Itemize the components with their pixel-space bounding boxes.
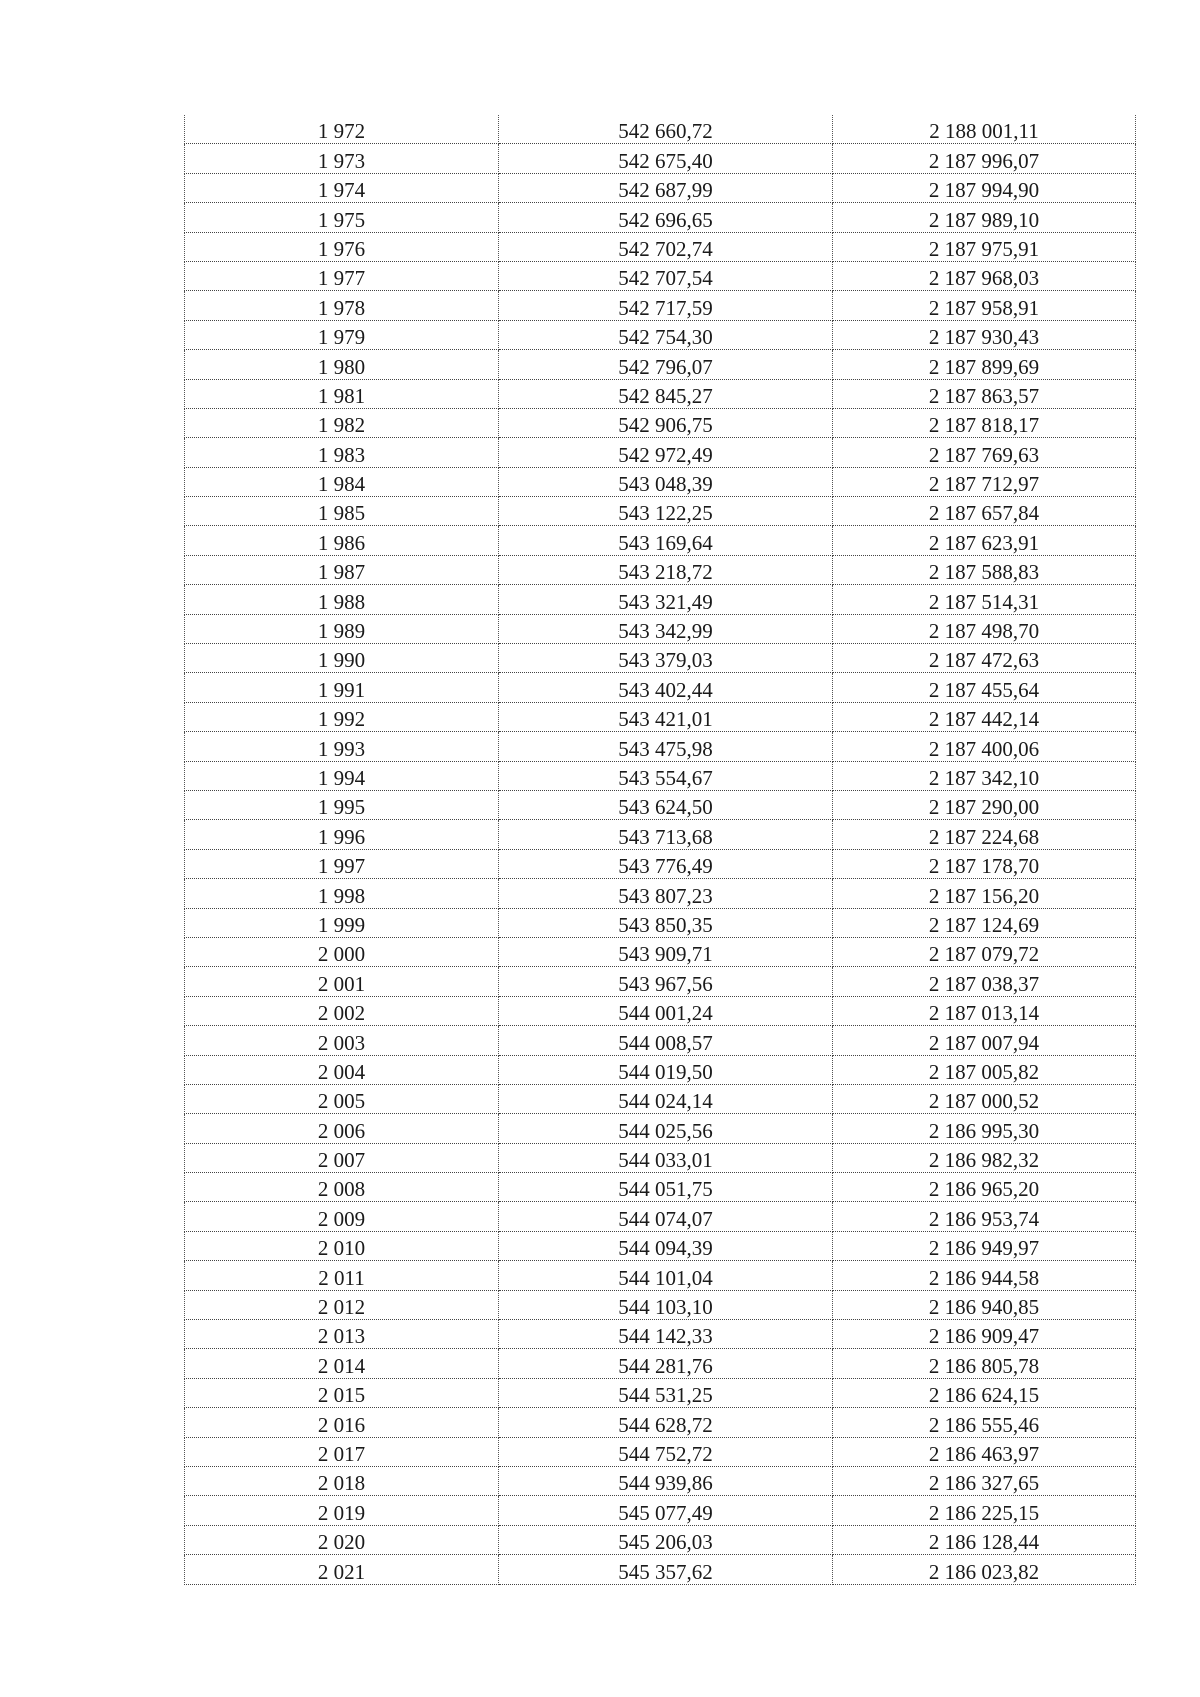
point-number-cell: 2 011	[185, 1261, 499, 1290]
x-coordinate-cell: 545 357,62	[499, 1555, 833, 1584]
point-number-cell: 2 019	[185, 1496, 499, 1525]
point-number-cell: 1 972	[185, 115, 499, 144]
y-coordinate-cell: 2 187 005,82	[833, 1055, 1136, 1084]
y-coordinate-cell: 2 187 989,10	[833, 203, 1136, 232]
y-coordinate-cell: 2 187 623,91	[833, 526, 1136, 555]
point-number-cell: 1 994	[185, 761, 499, 790]
point-number-cell: 1 975	[185, 203, 499, 232]
table-row	[185, 937, 1136, 966]
point-number-cell: 1 992	[185, 702, 499, 731]
table-row	[185, 790, 1136, 819]
y-coordinate-cell: 2 186 023,82	[833, 1555, 1136, 1584]
y-coordinate-cell: 2 187 178,70	[833, 849, 1136, 878]
y-coordinate-cell: 2 186 982,32	[833, 1143, 1136, 1172]
y-coordinate-cell: 2 187 996,07	[833, 144, 1136, 173]
x-coordinate-cell: 542 702,74	[499, 232, 833, 261]
table-row	[185, 526, 1136, 555]
table-row	[185, 1173, 1136, 1202]
x-coordinate-cell: 543 379,03	[499, 644, 833, 673]
table-row	[185, 967, 1136, 996]
point-number-cell: 1 982	[185, 408, 499, 437]
point-number-cell: 2 020	[185, 1525, 499, 1554]
y-coordinate-cell: 2 187 124,69	[833, 908, 1136, 937]
x-coordinate-cell: 544 008,57	[499, 1026, 833, 1055]
point-number-cell: 1 977	[185, 261, 499, 290]
table-row	[185, 1143, 1136, 1172]
y-coordinate-cell: 2 187 498,70	[833, 614, 1136, 643]
table-row	[185, 1261, 1136, 1290]
point-number-cell: 1 984	[185, 467, 499, 496]
x-coordinate-cell: 543 402,44	[499, 673, 833, 702]
x-coordinate-cell: 545 206,03	[499, 1525, 833, 1554]
point-number-cell: 1 989	[185, 614, 499, 643]
point-number-cell: 1 974	[185, 173, 499, 202]
table-row	[185, 1026, 1136, 1055]
point-number-cell: 1 980	[185, 350, 499, 379]
table-row	[185, 879, 1136, 908]
table-row	[185, 732, 1136, 761]
y-coordinate-cell: 2 187 994,90	[833, 173, 1136, 202]
point-number-cell: 1 988	[185, 585, 499, 614]
x-coordinate-cell: 543 807,23	[499, 879, 833, 908]
point-number-cell: 1 987	[185, 555, 499, 584]
x-coordinate-cell: 543 554,67	[499, 761, 833, 790]
x-coordinate-cell: 542 696,65	[499, 203, 833, 232]
table-row	[185, 1055, 1136, 1084]
point-number-cell: 2 018	[185, 1466, 499, 1495]
y-coordinate-cell: 2 187 400,06	[833, 732, 1136, 761]
x-coordinate-cell: 544 033,01	[499, 1143, 833, 1172]
y-coordinate-cell: 2 186 940,85	[833, 1290, 1136, 1319]
point-number-cell: 2 002	[185, 996, 499, 1025]
x-coordinate-cell: 543 967,56	[499, 967, 833, 996]
x-coordinate-cell: 543 713,68	[499, 820, 833, 849]
table-row	[185, 291, 1136, 320]
table-row	[185, 1349, 1136, 1378]
y-coordinate-cell: 2 187 657,84	[833, 497, 1136, 526]
point-number-cell: 1 990	[185, 644, 499, 673]
y-coordinate-cell: 2 187 224,68	[833, 820, 1136, 849]
point-number-cell: 1 979	[185, 320, 499, 349]
point-number-cell: 1 985	[185, 497, 499, 526]
x-coordinate-cell: 544 074,07	[499, 1202, 833, 1231]
table-row	[185, 232, 1136, 261]
y-coordinate-cell: 2 187 472,63	[833, 644, 1136, 673]
x-coordinate-cell: 542 754,30	[499, 320, 833, 349]
y-coordinate-cell: 2 186 555,46	[833, 1408, 1136, 1437]
y-coordinate-cell: 2 187 818,17	[833, 408, 1136, 437]
y-coordinate-cell: 2 188 001,11	[833, 115, 1136, 144]
x-coordinate-cell: 544 001,24	[499, 996, 833, 1025]
table-row	[185, 467, 1136, 496]
point-number-cell: 1 991	[185, 673, 499, 702]
x-coordinate-cell: 543 321,49	[499, 585, 833, 614]
point-number-cell: 2 017	[185, 1437, 499, 1466]
x-coordinate-cell: 543 342,99	[499, 614, 833, 643]
point-number-cell: 2 016	[185, 1408, 499, 1437]
y-coordinate-cell: 2 187 769,63	[833, 438, 1136, 467]
x-coordinate-cell: 544 051,75	[499, 1173, 833, 1202]
point-number-cell: 2 006	[185, 1114, 499, 1143]
table-row	[185, 438, 1136, 467]
table-row	[185, 1408, 1136, 1437]
x-coordinate-cell: 544 142,33	[499, 1320, 833, 1349]
y-coordinate-cell: 2 187 712,97	[833, 467, 1136, 496]
coordinates-table-body	[185, 115, 1136, 1584]
point-number-cell: 1 998	[185, 879, 499, 908]
x-coordinate-cell: 542 687,99	[499, 173, 833, 202]
point-number-cell: 2 005	[185, 1084, 499, 1113]
y-coordinate-cell: 2 187 514,31	[833, 585, 1136, 614]
table-row	[185, 261, 1136, 290]
y-coordinate-cell: 2 187 958,91	[833, 291, 1136, 320]
x-coordinate-cell: 544 939,86	[499, 1466, 833, 1495]
y-coordinate-cell: 2 186 944,58	[833, 1261, 1136, 1290]
x-coordinate-cell: 543 909,71	[499, 937, 833, 966]
x-coordinate-cell: 543 048,39	[499, 467, 833, 496]
y-coordinate-cell: 2 186 949,97	[833, 1231, 1136, 1260]
point-number-cell: 1 986	[185, 526, 499, 555]
point-number-cell: 2 000	[185, 937, 499, 966]
point-number-cell: 2 010	[185, 1231, 499, 1260]
table-row	[185, 1320, 1136, 1349]
point-number-cell: 1 976	[185, 232, 499, 261]
table-row	[185, 908, 1136, 937]
point-number-cell: 1 995	[185, 790, 499, 819]
y-coordinate-cell: 2 187 899,69	[833, 350, 1136, 379]
x-coordinate-cell: 542 845,27	[499, 379, 833, 408]
point-number-cell: 2 009	[185, 1202, 499, 1231]
y-coordinate-cell: 2 187 290,00	[833, 790, 1136, 819]
y-coordinate-cell: 2 187 442,14	[833, 702, 1136, 731]
y-coordinate-cell: 2 187 038,37	[833, 967, 1136, 996]
y-coordinate-cell: 2 187 968,03	[833, 261, 1136, 290]
x-coordinate-cell: 544 019,50	[499, 1055, 833, 1084]
x-coordinate-cell: 544 101,04	[499, 1261, 833, 1290]
table-row	[185, 996, 1136, 1025]
x-coordinate-cell: 544 628,72	[499, 1408, 833, 1437]
point-number-cell: 1 997	[185, 849, 499, 878]
x-coordinate-cell: 543 169,64	[499, 526, 833, 555]
x-coordinate-cell: 543 475,98	[499, 732, 833, 761]
table-row	[185, 408, 1136, 437]
point-number-cell: 2 004	[185, 1055, 499, 1084]
table-row	[185, 320, 1136, 349]
x-coordinate-cell: 542 675,40	[499, 144, 833, 173]
point-number-cell: 2 021	[185, 1555, 499, 1584]
point-number-cell: 2 013	[185, 1320, 499, 1349]
y-coordinate-cell: 2 186 909,47	[833, 1320, 1136, 1349]
point-number-cell: 2 015	[185, 1378, 499, 1407]
x-coordinate-cell: 543 850,35	[499, 908, 833, 937]
y-coordinate-cell: 2 187 588,83	[833, 555, 1136, 584]
table-row	[185, 1555, 1136, 1584]
x-coordinate-cell: 543 624,50	[499, 790, 833, 819]
x-coordinate-cell: 544 531,25	[499, 1378, 833, 1407]
table-row	[185, 555, 1136, 584]
x-coordinate-cell: 542 972,49	[499, 438, 833, 467]
point-number-cell: 1 973	[185, 144, 499, 173]
y-coordinate-cell: 2 187 342,10	[833, 761, 1136, 790]
table-row	[185, 820, 1136, 849]
point-number-cell: 1 978	[185, 291, 499, 320]
table-row	[185, 379, 1136, 408]
y-coordinate-cell: 2 187 930,43	[833, 320, 1136, 349]
x-coordinate-cell: 544 281,76	[499, 1349, 833, 1378]
x-coordinate-cell: 544 024,14	[499, 1084, 833, 1113]
table-row	[185, 644, 1136, 673]
point-number-cell: 2 012	[185, 1290, 499, 1319]
x-coordinate-cell: 542 717,59	[499, 291, 833, 320]
x-coordinate-cell: 543 776,49	[499, 849, 833, 878]
x-coordinate-cell: 543 122,25	[499, 497, 833, 526]
y-coordinate-cell: 2 187 156,20	[833, 879, 1136, 908]
table-row	[185, 702, 1136, 731]
point-number-cell: 1 981	[185, 379, 499, 408]
x-coordinate-cell: 543 218,72	[499, 555, 833, 584]
point-number-cell: 1 993	[185, 732, 499, 761]
point-number-cell: 1 983	[185, 438, 499, 467]
x-coordinate-cell: 542 660,72	[499, 115, 833, 144]
table-row	[185, 350, 1136, 379]
point-number-cell: 2 007	[185, 1143, 499, 1172]
coordinates-table	[184, 115, 1136, 1585]
x-coordinate-cell: 542 707,54	[499, 261, 833, 290]
y-coordinate-cell: 2 186 965,20	[833, 1173, 1136, 1202]
table-row	[185, 585, 1136, 614]
table-row	[185, 1437, 1136, 1466]
y-coordinate-cell: 2 186 953,74	[833, 1202, 1136, 1231]
table-row	[185, 849, 1136, 878]
table-row	[185, 115, 1136, 144]
y-coordinate-cell: 2 186 805,78	[833, 1349, 1136, 1378]
table-row	[185, 173, 1136, 202]
y-coordinate-cell: 2 187 007,94	[833, 1026, 1136, 1055]
point-number-cell: 1 999	[185, 908, 499, 937]
y-coordinate-cell: 2 187 079,72	[833, 937, 1136, 966]
table-row	[185, 144, 1136, 173]
point-number-cell: 2 003	[185, 1026, 499, 1055]
y-coordinate-cell: 2 186 128,44	[833, 1525, 1136, 1554]
x-coordinate-cell: 542 906,75	[499, 408, 833, 437]
x-coordinate-cell: 544 025,56	[499, 1114, 833, 1143]
x-coordinate-cell: 544 103,10	[499, 1290, 833, 1319]
x-coordinate-cell: 545 077,49	[499, 1496, 833, 1525]
x-coordinate-cell: 544 094,39	[499, 1231, 833, 1260]
table-row	[185, 673, 1136, 702]
y-coordinate-cell: 2 186 327,65	[833, 1466, 1136, 1495]
table-row	[185, 1202, 1136, 1231]
table-row	[185, 1378, 1136, 1407]
table-row	[185, 614, 1136, 643]
point-number-cell: 2 008	[185, 1173, 499, 1202]
y-coordinate-cell: 2 187 455,64	[833, 673, 1136, 702]
table-row	[185, 1290, 1136, 1319]
x-coordinate-cell: 543 421,01	[499, 702, 833, 731]
point-number-cell: 2 001	[185, 967, 499, 996]
x-coordinate-cell: 544 752,72	[499, 1437, 833, 1466]
y-coordinate-cell: 2 186 225,15	[833, 1496, 1136, 1525]
table-row	[185, 1466, 1136, 1495]
y-coordinate-cell: 2 186 463,97	[833, 1437, 1136, 1466]
point-number-cell: 1 996	[185, 820, 499, 849]
table-row	[185, 761, 1136, 790]
y-coordinate-cell: 2 186 624,15	[833, 1378, 1136, 1407]
table-row	[185, 203, 1136, 232]
table-row	[185, 497, 1136, 526]
table-row	[185, 1525, 1136, 1554]
y-coordinate-cell: 2 186 995,30	[833, 1114, 1136, 1143]
x-coordinate-cell: 542 796,07	[499, 350, 833, 379]
y-coordinate-cell: 2 187 000,52	[833, 1084, 1136, 1113]
table-row	[185, 1231, 1136, 1260]
y-coordinate-cell: 2 187 975,91	[833, 232, 1136, 261]
table-row	[185, 1084, 1136, 1113]
table-row	[185, 1496, 1136, 1525]
table-row	[185, 1114, 1136, 1143]
y-coordinate-cell: 2 187 013,14	[833, 996, 1136, 1025]
y-coordinate-cell: 2 187 863,57	[833, 379, 1136, 408]
point-number-cell: 2 014	[185, 1349, 499, 1378]
